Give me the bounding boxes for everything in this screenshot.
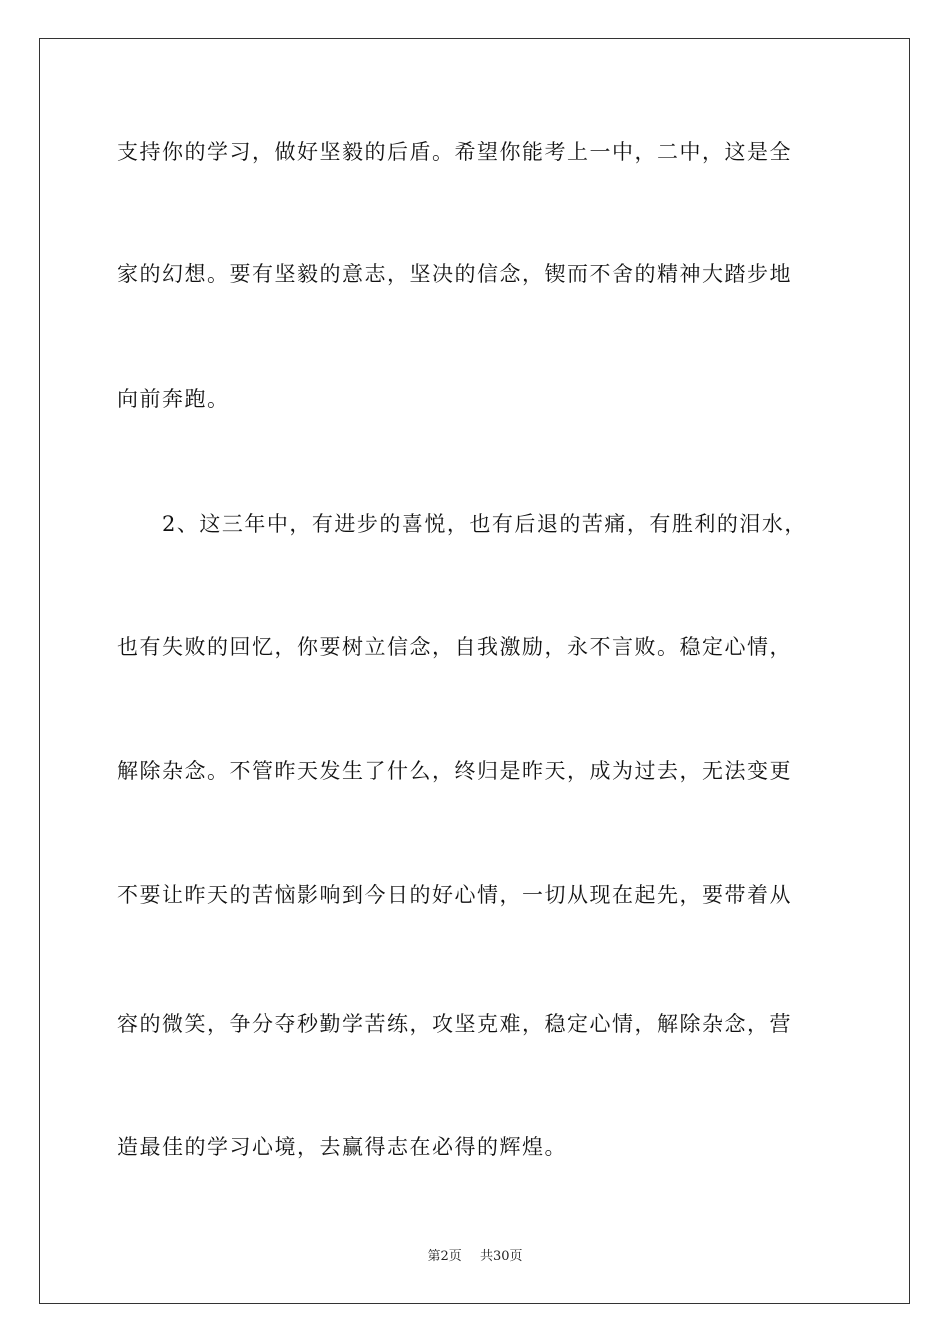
page-footer	[0, 1248, 950, 1266]
text-line-3: 向前奔跑。	[117, 387, 230, 411]
text-line-6: 解除杂念。不管昨天发生了什么，终归是昨天，成为过去，无法变更	[117, 759, 792, 783]
page-number-current: 第2页	[427, 1249, 462, 1264]
page-number-total: 共30页	[479, 1249, 523, 1264]
text-line-2: 家的幻想。要有坚毅的意志，坚决的信念，锲而不舍的精神大踏步地	[117, 262, 792, 286]
text-line-1: 支持你的学习，做好坚毅的后盾。希望你能考上一中，二中，这是全	[117, 140, 792, 164]
text-line-4: 2、这三年中，有进步的喜悦，也有后退的苦痛，有胜利的泪水，	[162, 512, 807, 536]
text-line-7: 不要让昨天的苦恼影响到今日的好心情，一切从现在起先，要带着从	[117, 883, 792, 907]
page-border	[39, 38, 910, 1304]
text-line-8: 容的微笑，争分夺秒勤学苦练，攻坚克难，稳定心情，解除杂念，营	[117, 1012, 792, 1036]
text-line-5: 也有失败的回忆，你要树立信念，自我激励，永不言败。稳定心情，	[117, 635, 792, 659]
text-line-9: 造最佳的学习心境，去赢得志在必得的辉煌。	[117, 1135, 567, 1159]
